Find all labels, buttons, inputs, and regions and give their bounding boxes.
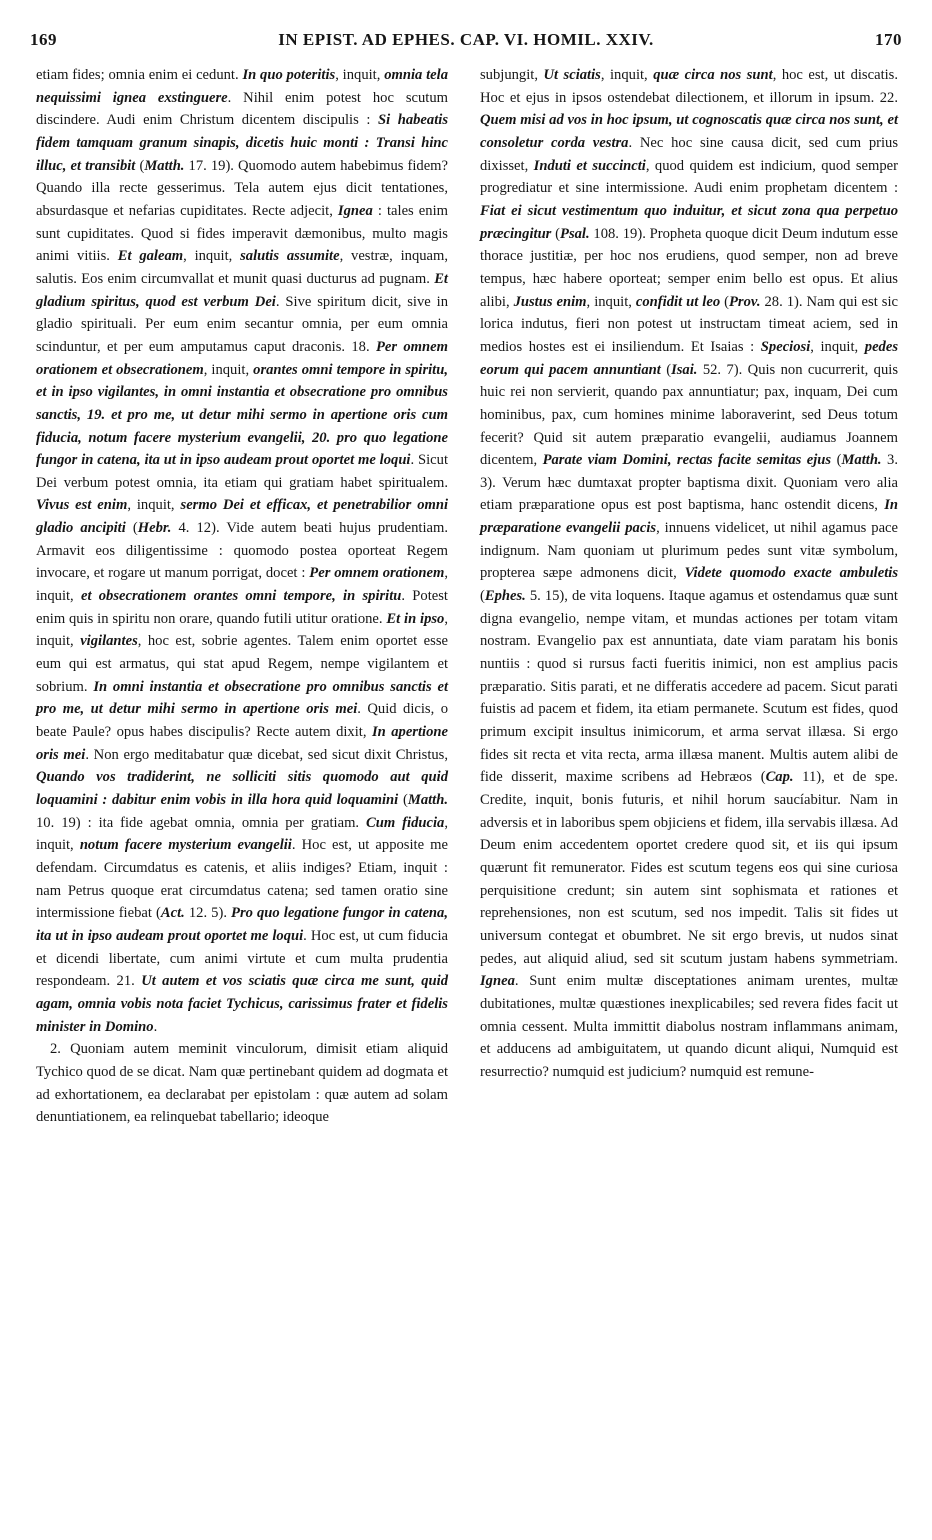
- italic-quotation: Matth.: [144, 157, 185, 174]
- italic-quotation: Psal.: [560, 225, 590, 242]
- italic-quotation: notum facere mysterium evangelii: [79, 837, 292, 854]
- italic-quotation: Per omnem orationem et obsecrationem: [36, 338, 448, 378]
- italic-quotation: Induti et succincti: [533, 157, 646, 174]
- text-run: 10. 19) : ita fide agebat omnia, omnia per gratiam.: [36, 814, 367, 831]
- italic-quotation: vigilantes: [80, 633, 138, 650]
- text-run: , hoc est, sobrie agentes. Talem enim oportet esse eum qui est armatus, qui stat apud Regem, nempe vigilantem et sobrium.: [36, 633, 448, 695]
- italic-quotation: salutis assumite: [240, 248, 340, 265]
- text-run: , vestræ, inquam, salutis. Eos enim circumvallat et munit quasi ducturus ad pugnam.: [36, 248, 449, 287]
- italic-quotation: Si habeatis fidem tamquam granum sinapis, dicetis huic monti : Transi hinc illuc, et transibit: [36, 112, 448, 174]
- italic-quotation: In quo poteritis: [242, 67, 336, 83]
- text-run: (: [551, 225, 561, 242]
- text-run: . Potest enim quis in spiritu non orare, quando futili utitur oratione.: [36, 588, 448, 627]
- italic-quotation: Ignea: [337, 202, 373, 219]
- text-run: . Non ergo meditabatur quæ dicebat, sed sicut dixit Christus,: [85, 746, 449, 763]
- text-run: (: [125, 520, 138, 537]
- right-column: [480, 64, 898, 1084]
- italic-quotation: Quando vos tradiderint, ne solliciti sitis quomodo aut quid loquamini : dabitur enim vobis in illa hora quid loquamini: [36, 769, 448, 808]
- text-run: . Nihil enim potest hoc scutum discindere. Audi enim Christum dicentem discipulis :: [36, 89, 448, 129]
- italic-quotation: Cum fiducia: [366, 814, 445, 831]
- text-run: , inquit,: [36, 814, 448, 854]
- italic-quotation: Parate viam Domini, rectas facite semitas ejus: [542, 452, 832, 469]
- italic-quotation: Ut autem et vos sciatis quæ circa me sunt, quid agam, omnia vobis nota faciet Tychicus, carissimus frater et fidelis minister in Domino: [36, 973, 449, 1035]
- text-run: .: [153, 1018, 158, 1035]
- text-run: , hoc est, ut discatis. Hoc et ejus in ipsos ostendebat dilectionem, et illorum in ipsum. 22.: [480, 67, 899, 106]
- italic-quotation: Vivus est enim: [36, 497, 128, 514]
- italic-quotation: In apertione oris mei: [36, 724, 448, 763]
- italic-quotation: Per omnem orationem: [309, 565, 445, 582]
- italic-quotation: Act.: [160, 905, 185, 922]
- text-run: 5. 15), de vita loquens. Itaque agamus et ostendamus quæ sunt digna evangelio, nempe vitam, et mundas actiones per totam vitam nostram. Evangelio pax est annuntiata, date viam paratam his bonis nuntiis : quod si rursus facti fueritis inimici, non est amplius pacis præparatio. Sitis parati, et ne differatis accedere ad pacem. Sicut parati fuistis ad pacem et fidem, ita etiam permanete. Scutum est fides, quod primum excipit insultus inimicorum, et arma servat illæsa. Si ergo fides sit recta et vita recta, arma illæsa manent. Multis autem alibi de fide disserit, maxime scribens ad Hebræos (: [480, 588, 898, 786]
- text-run: , inquit,: [127, 497, 181, 514]
- text-run: . Quid dicis, o beate Paule? opus habes discipulis? Recte autem dixit,: [36, 701, 448, 741]
- italic-quotation: Justus enim: [513, 293, 587, 310]
- italic-quotation: pedes eorum qui pacem annuntiant: [480, 338, 898, 378]
- italic-quotation: In præparatione evangelii pacis: [480, 497, 898, 537]
- text-run: 11), et de spe. Credite, inquit, bonis futuris, et nihil horum saucíabitur. Nam in adversis et in laboribus spem objiciens et fidem, illa servabis illæsa. Ad Deum enim accedentem oportet credere quod sit, et iis qui ipsum quærunt fit remunerator. Fides est scutum tegens eos qui sine curiosa perquisitione credunt; sin autem sint sophismata et rationes et reprehensiones, non est scutum, sed nos impedit. Talis sit fides ut universum contegat et obumbret. Ne sit ergo brevis, ut nudos sinat pedes, aut aliquid aliud, sed sit scutum justam habens symmetriam.: [480, 769, 899, 967]
- text-run: (: [720, 293, 729, 310]
- text-run: 12. 5).: [184, 905, 232, 922]
- text-run: 17. 19). Quomodo autem habebimus fidem? Quando illa recte gesserimus. Tela autem ejus dicit tentationes, absurdasque et nefarias cupiditates. Recte adjecit,: [36, 157, 449, 219]
- text-run: (: [831, 452, 842, 469]
- paragraph: [36, 64, 448, 1038]
- text-run: , innuens videlicet, ut nihil agamus pace indignum. Nam quoniam ut plurimum pedes sunt vitæ symbolum, propterea sæpe admonens dicit,: [480, 520, 898, 582]
- text-run: etiam fides; omnia enim ei cedunt.: [36, 67, 243, 83]
- text-run: . Sunt enim multæ disceptationes animam urentes, multæ dubitationes, multæ quæstiones inexplicabiles; sed revera fides facit ut omnia cessent. Multa immittit diabolus nostram inflammans animam, et adducens ad ambiguitatem, ut quando dicunt aliqui, Numquid est resurrectio? numquid est judicium? numquid est remune-: [480, 973, 898, 1080]
- italic-quotation: sermo Dei et efficax, et penetrabilior omni gladio ancipiti: [36, 497, 449, 537]
- text-run: 4. 12). Vide autem beati hujus prudentiam. Armavit eos diligentissime : quomodo postea oporteat Regem invocare, et rogare ut manum porrigat, docet :: [36, 520, 449, 582]
- text-run: (: [398, 792, 408, 808]
- paragraph: [480, 64, 898, 1084]
- text-run: 2. Quoniam autem meminit vinculorum, dimisit etiam aliquid Tychico quod de se dicat. Nam quæ pertinebant quidem ad dogmata et ad exhortationem, ea declarabat per epistolam : quæ autem ad solam denuntiationem, ea relinquebat tabellario; ideoque: [36, 1041, 448, 1126]
- italic-quotation: Videte quomodo exacte ambuletis: [684, 565, 899, 582]
- italic-quotation: Ephes.: [484, 588, 526, 605]
- text-run: 28. 1). Nam qui est sic lorica indutus, fieri non potest ut instructam timeat aciem, sed in medios hostes est ei insiliendum. Et Isaias :: [480, 293, 898, 355]
- italic-quotation: omnia tela nequissimi ignea exstinguere: [36, 67, 449, 106]
- italic-quotation: Ignea: [480, 973, 515, 990]
- italic-quotation: Et in ipso: [386, 610, 445, 627]
- text-run: 3. 3). Verum hæc dumtaxat propter baptisma dixit. Quoniam vero alia etiam præparatione opus est post baptisma, hanc ostendit dicens,: [480, 452, 898, 514]
- text-run: , quod quidem est indicium, quod semper progrediatur et sine intermissione. Audi enim prophetam dicentem :: [480, 157, 899, 197]
- text-run: . Sive spiritum dicit, sive in gladio spirituali. Per eum enim secantur omnia, per eum omnia scinduntur, et per eum amputamus caput draconis. 18.: [36, 293, 448, 355]
- italic-quotation: Speciosi: [760, 338, 811, 355]
- running-title: IN EPIST. AD EPHES. CAP. VI. HOMIL. XXIV.: [278, 30, 654, 49]
- text-run: subjungit,: [480, 67, 544, 83]
- text-run: . Hoc est, ut cum fiducia et dicendi libertate, cum animi virtute et cum multa prudentia respondeam. 21.: [36, 927, 448, 990]
- text-run: 52. 7). Quis non cucurrerit, quis huic rei non servierit, quando pax annuntiatur; pax, inquam, Dei cum hominibus, pax, cum homines minime laboraverint, sed Deus totum fecerit? Quid sit autem præparatio evangelii, audiamus Joannem dicentem,: [480, 361, 898, 469]
- italic-quotation: Matth.: [841, 452, 882, 469]
- italic-quotation: Et galeam: [117, 248, 184, 265]
- text-run: , inquit,: [36, 610, 448, 650]
- italic-quotation: quæ circa nos sunt: [653, 67, 773, 83]
- text-run: (: [480, 588, 485, 605]
- text-run: , inquit,: [36, 565, 448, 605]
- running-header: [26, 30, 906, 56]
- text-run: . Hoc est, ut apposite me defendam. Circumdatus es catenis, et aliis indiges? Etiam, inquit : nam Petrus quoque erat circumdatus catena; sed tamen oratio sine intermissione fiebat (: [36, 837, 448, 922]
- text-run: , inquit,: [586, 293, 636, 310]
- italic-quotation: Isai.: [671, 361, 698, 378]
- italic-quotation: Quem misi ad vos in hoc ipsum, ut cognoscatis quæ circa nos sunt, et consoletur corda vestra: [480, 112, 898, 151]
- italic-quotation: Matth.: [407, 792, 448, 808]
- italic-quotation: orantes omni tempore in spiritu, et in ipso vigilantes, in omni instantia et obsecratione pro omnibus sanctis, 19. et pro me, ut detur mihi sermo in apertione oris cum fiducia, notum facere mysterium evangelii, 20. pro quo legatione fungor in catena, ita ut in ipso audeam prout oportet me loqui: [36, 361, 449, 469]
- text-run: , inquit,: [335, 67, 385, 83]
- italic-quotation: Hebr.: [137, 520, 172, 537]
- italic-quotation: Et gladium spiritus, quod est verbum Dei: [36, 270, 448, 310]
- italic-quotation: confidit ut leo: [635, 293, 721, 310]
- page-number-right: 170: [875, 30, 902, 49]
- text-run: . Nec hoc sine causa dicit, sed cum prius dixisset,: [480, 134, 899, 174]
- text-run: , inquit,: [600, 67, 654, 83]
- text-run: 108. 19). Propheta quoque dicit Deum indutum esse thorace justitiæ, per hoc nos erudiens, quod semper, non ad breve tempus, hæc habere oporteat; semper enim bello est opus. Et alius alibi,: [480, 225, 898, 310]
- text-run: : tales enim sunt cupiditates. Quod si fides imperavit dæmonibus, multo magis animi vitiis.: [36, 202, 448, 265]
- italic-quotation: Cap.: [765, 769, 794, 786]
- text-run: , inquit,: [810, 338, 865, 355]
- italic-quotation: Pro quo legatione fungor in catena, ita ut in ipso audeam prout oportet me loqui: [36, 905, 448, 944]
- italic-quotation: In omni instantia et obsecratione pro omnibus sanctis et pro me, ut detur mihi sermo in apertione oris mei: [36, 678, 448, 718]
- italic-quotation: Fiat ei sicut vestimentum quo induitur, et sicut zona qua perpetuo præcingitur: [480, 202, 898, 242]
- text-run: (: [660, 361, 672, 378]
- text-run: . Sicut Dei verbum potest omnia, ita etiam qui gratiam habet spiritualem.: [36, 452, 449, 491]
- text-run: , inquit,: [203, 361, 254, 378]
- italic-quotation: Ut sciatis: [543, 67, 601, 83]
- page-number-left: 169: [30, 30, 57, 49]
- italic-quotation: et obsecrationem orantes omni tempore, in spiritu: [80, 588, 402, 605]
- italic-quotation: Prov.: [729, 293, 761, 310]
- text-run: (: [135, 157, 145, 174]
- paragraph: [36, 1038, 448, 1129]
- left-column: [36, 64, 448, 1129]
- text-run: , inquit,: [183, 248, 241, 265]
